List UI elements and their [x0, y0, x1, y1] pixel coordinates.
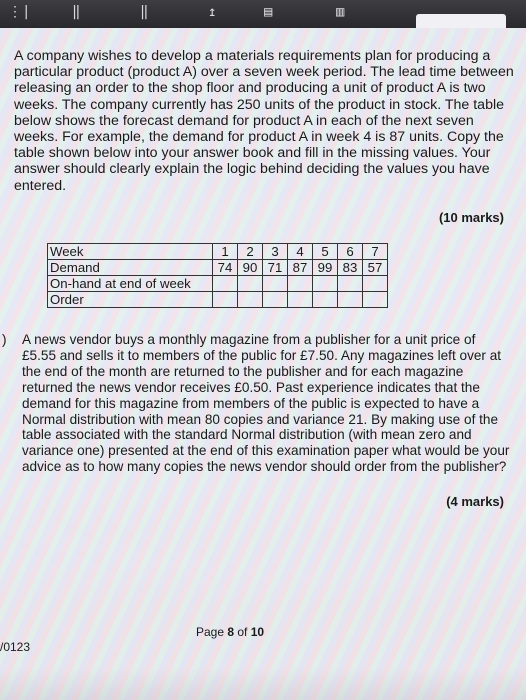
- table-cell: 71: [263, 260, 288, 276]
- mrp-table: [47, 243, 388, 308]
- table-cell: 7: [363, 244, 388, 260]
- page-shadow: [0, 668, 526, 700]
- table-cell: 1: [213, 244, 238, 260]
- table-cell: 4: [288, 244, 313, 260]
- table-cell: 83: [338, 260, 363, 276]
- paper-code: /0123: [0, 640, 31, 654]
- toolbar-icon[interactable]: ▤: [264, 4, 273, 20]
- table-cell: 90: [238, 260, 263, 276]
- page-number: Page 8 of 10: [196, 625, 265, 639]
- table-cell: [313, 276, 338, 292]
- table-cell: 74: [213, 260, 238, 276]
- viewer-toolbar: [0, 0, 526, 28]
- row-label: Demand: [48, 260, 213, 276]
- table-row: [48, 292, 388, 308]
- table-cell: 2: [238, 244, 263, 260]
- exam-page: [0, 28, 526, 700]
- toolbar-icon[interactable]: ⋮|: [8, 4, 31, 20]
- table-cell: [263, 292, 288, 308]
- toolbar-icon[interactable]: ▥: [336, 4, 345, 20]
- question-a-marks: (10 marks): [438, 210, 504, 225]
- row-label: On-hand at end of week: [48, 276, 213, 292]
- row-label: Week: [48, 244, 213, 260]
- table-row: [48, 260, 388, 276]
- table-cell: 3: [263, 244, 288, 260]
- table-cell: [238, 292, 263, 308]
- table-cell: [338, 276, 363, 292]
- question-b-text: A news vendor buys a monthly magazine from a publisher for a unit price of £5.55 and sells it to members of the public for £7.50. Any magazines left over at the end of the month are returned to the publisher and for each magazine returned the news vendor receives £0.50. Past experience indicates that the demand for this magazine from members of the public is expected to have a Normal distribution with mean 80 copies and variance 21. By making use of the table associated with the standard Normal distribution (with mean zero and variance one) presented at the end of this examination paper what would be your advice as to how many copies the news vendor should order from the publisher?: [22, 332, 510, 475]
- table-cell: [213, 292, 238, 308]
- table-cell: 99: [313, 260, 338, 276]
- toolbar-icon[interactable]: ‖: [72, 4, 81, 20]
- table-cell: 87: [288, 260, 313, 276]
- table-cell: 6: [338, 244, 363, 260]
- table-cell: 57: [363, 260, 388, 276]
- table-cell: [288, 276, 313, 292]
- table-cell: [363, 292, 388, 308]
- table-cell: 5: [313, 244, 338, 260]
- table-cell: [263, 276, 288, 292]
- table-cell: [288, 292, 313, 308]
- question-b-marker: ): [2, 332, 7, 347]
- table-row: [48, 244, 388, 260]
- question-a-text: A company wishes to develop a materials requirements plan for producing a particular product (product A) over a seven week period. The lead time between releasing an order to the shop floor and producing a unit of product A is two weeks. The company currently has 250 units of the product in stock. The table below shows the forecast demand for product A in each of the next seven weeks. For example, the demand for product A in week 4 is 87 units. Copy the table shown below into your answer book and fill in the missing values. Your answer should clearly explain the logic behind deciding the values you have entered.: [14, 48, 514, 194]
- table-cell: [213, 276, 238, 292]
- table-cell: [363, 276, 388, 292]
- toolbar-tab[interactable]: [416, 14, 506, 28]
- question-b-marks: (4 marks): [446, 494, 504, 509]
- toolbar-icon[interactable]: ‖: [140, 4, 149, 20]
- table-row: [48, 276, 388, 292]
- row-label: Order: [48, 292, 213, 308]
- table-cell: [313, 292, 338, 308]
- table-cell: [338, 292, 363, 308]
- table-cell: [238, 276, 263, 292]
- toolbar-icon[interactable]: ↥: [208, 4, 217, 20]
